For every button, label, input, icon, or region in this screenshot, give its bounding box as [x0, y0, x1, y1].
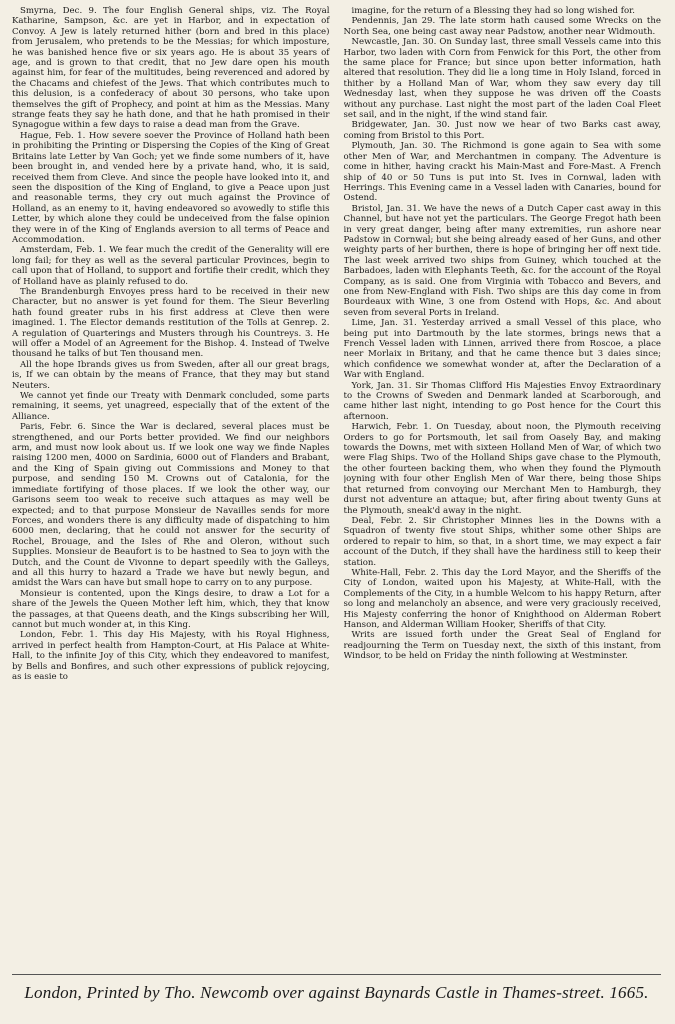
news-paragraph: Hague, Feb. 1. How severe soever the Province of Holland hath been in prohibiting the Printing or Dispersing the Copies of the King of Great Britains late Letter by Van Goch; yet we finde some numbers of it, have been brought in, and vended here by a private hand, who, it is said, received them from Cleve. And since the people have looked into it, and seen the disposition of the King of England, to give a Peace upon just and reasonable terms, they cry out much against the Province of Holland, as an enemy to it, having endeavored so avowedly to stifle this Letter, by which alone they could be undeceived from the false opinion they were in of the King of Englands aversion to all terms of Peace and Accommodation. [12, 130, 330, 245]
left-column [12, 6, 330, 968]
news-paragraph: Harwich, Febr. 1. On Tuesday, about noon, the Plymouth receiving Orders to go for Portsmouth, let sail from Oasely Bay, and making towards the Downs, met with sixteen Holland Men of War, of which two were Flag Ships. Two of the Holland Ships gave chase to the Plymouth, the other fourteen backing them, who when they found the Plymouth joyning with four other English Men of War there, being those Ships that returned from convoying our Merchant Men to Hamburgh, they durst not adventure an attaque; but, after firing about twenty Guns at the Plymouth, sneak'd away in the night. [343, 422, 661, 516]
news-paragraph: Monsieur is contented, upon the Kings desire, to draw a Lot for a share of the Jewels the Queen Mother left him, which, they that know the passages, at that Queens death, and the Kings subscribing her Will, cannot but much wonder at, in this King. [12, 588, 330, 630]
news-paragraph: Paris, Febr. 6. Since the War is declared, several places must be strengthened, and our Ports better provided. We find our neighbors arm, and must now look about us. If we look one way we finde Naples raising 1200 men, 4000 on Sardinia, 6000 out of Flanders and Brabant, and the King of Spain giving out Commissions and Money to that purpose, and sending 150 M. Crowns out of Catalonia, for the immediate fortifying of those places. If we look the other way, our Garisons seem too weak to receive such attaques as may well be expected; and to that purpose Monsieur de Navailles sends for more Forces, and wonders there is any difficulty made of dispatching to him 6000 men, declaring, that he could not answer for the security of Rochel, Brouage, and the Isles of Rhe and Oleron, without such Supplies. Monsieur de Beaufort is to be hastned to Sea to joyn with the Dutch, and the Count de Vivonne to depart speedily with the Galleys, and all this hurry to hazard a Trade we have but newly begun, and amidst the Wars can have but small hope to carry on to any purpose. [12, 422, 330, 589]
news-paragraph: Smyrna, Dec. 9. The four English General ships, viz. The Royal Katharine, Sampson, &c. are yet in Harbor, and in expectation of Convoy. A Jew is lately returned hither (born and bred in this place) from Jerusalem, who pretends to be the Messias; for which imposture, he was banished hence five or six years ago. He is about 35 years of age, and is grown to that credit, that no Jew dare open his mouth against him, for fear of the multitudes, being reverenced and adored by the Chacams and chiefest of the Jews. That which contributes much to this delusion, is a confederacy of about 30 persons, who take upon themselves the gift of Prophecy, and point at him as the Messias. Many strange feats they say he hath done, and that he hath promised in their Synagogue within a few days to raise a dead man from the Grave. [12, 6, 330, 131]
news-paragraph: Pendennis, Jan 29. The late storm hath caused some Wrecks on the North Sea, one being cast away near Padstow, another near Widmouth. [343, 16, 661, 37]
news-paragraph: London, Febr. 1. This day His Majesty, with his Royal Highness, arrived in perfect health from Hampton-Court, at His Palace at White-Hall, to the infinite Joy of this City, which they endeavored to manifest, by Bells and Bonfires, and such other expressions of publick rejoycing, as is easie to [12, 630, 330, 682]
news-paragraph: imagine, for the return of a Blessing they had so long wished for. [351, 6, 636, 16]
news-paragraph: We cannot yet finde our Treaty with Denmark concluded, some parts remaining, it seems, yet unagreed, especially that of the extent of the Alliance. [12, 391, 330, 422]
news-paragraph: York, Jan. 31. Sir Thomas Clifford His Majesties Envoy Extraordinary to the Crowns of Sweden and Denmark landed at Scarborough, and came hither last night, intending to go Post hence for the Court this afternoon. [343, 380, 661, 422]
news-paragraph: Lime, Jan. 31. Yesterday arrived a small Vessel of this place, who being put into Dartmouth by the late stormes, brings news that a French Vessel laden with Linnen, arrived there from Roscoe, a place neer Morlaix in Britany, and that he came thence but 3 daies since; which confidence we somewhat wonder at, after the Declaration of a War with England. [343, 318, 661, 381]
news-paragraph: All the hope Ibrands gives us from Sweden, after all our great brags, is, If we can obtain by the means of France, that they may but stand Neuters. [12, 359, 330, 391]
news-paragraph: Newcastle, Jan. 30. On Sunday last, three small Vessels came into this Harbor, two laden with Corn from Fenwick for this Port, the other from the same place for France; but since upon better information, hath altered that resolution. They did lie a long time in Holy Island, forced in thither by a Holland Man of War, whom they saw every day till Wednesday last, when they suppose he was driven off the Coasts without any purchase. Last night the most part of the laden Coal Fleet set sail, and in the night, if the wind stand fair. [343, 37, 661, 121]
printer-imprint: London, Printed by Tho. Newcomb over against Baynards Castle in Thames-street. 1665. [24, 983, 649, 1002]
news-columns [12, 6, 661, 968]
news-paragraph: Bridgewater, Jan. 30. Just now we hear of two Barks cast away, coming from Bristol to this Port. [343, 120, 661, 141]
news-paragraph: Writs are issued forth under the Great Seal of England for readjourning the Term on Tuesday next, the sixth of this instant, from Windsor, to be held on Friday the ninth following at Westminster. [343, 630, 661, 662]
footer-rule [12, 974, 661, 975]
news-paragraph: Bristol, Jan. 31. We have the news of a Dutch Caper cast away in this Channel, but have not yet the particulars. The George Fregot hath been in very great danger, being after many extremities, run ashore near Padstow in Cornwal; but she being already eased of her Guns, and other weighty parts of her burthen, there is hope of bringing her off next tide. The last week arrived two ships from Guiney, which touched at the Barbadoes, laden with Elephants Teeth, &c. for the account of the Royal Company, as is said. One from Virginia with Tobacco and Bevers, and one from New-England with Fish. Two ships are this day come in from Bourdeaux with Wine, 3 one from Ostend with Hops, &c. And about seven from several Ports in Ireland. [343, 203, 661, 318]
news-paragraph: Amsterdam, Feb. 1. We fear much the credit of the Generality will ere long fail; for they as well as the several particular Provinces, begin to call upon that of Holland, to support and fortifie their credit, which they of Holland have as plainly refused to do. [12, 245, 330, 287]
news-paragraph: Deal, Febr. 2. Sir Christopher Minnes lies in the Downs with a Squadron of twenty five stout Ships, whither some other Ships are ordered to repair to him, so that, in a short time, we may expect a fair account of the Dutch, if they shall have the hardiness still to keep their station. [343, 515, 661, 568]
news-paragraph: The Brandenburgh Envoyes press hard to be received in their new Character, but no answer is yet found for them. The Sieur Beverling hath found greater rubs in his first address at Cleve then were imagined. 1. The Elector demands restitution of the Tolls at Genrep. 2. A regulation of Quarterings and Musters through his Countreys. 3. He will offer a Model of an Agreement for the Bishop. 4. Instead of Twelve thousand he talks of but Ten thousand men. [12, 286, 330, 360]
right-column [344, 6, 662, 968]
news-paragraph: Plymouth, Jan. 30. The Richmond is gone again to Sea with some other Men of War, and Merchantmen in company. The Adventure is come in hither, having crackt his Main-Mast and Fore-Mast. A French ship of 40 or 50 Tuns is put into St. Ives in Cornwal, laden with Herrings. This Evening came in a Vessel laden with Canaries, bound for Ostend. [343, 141, 661, 204]
news-paragraph: White-Hall, Febr. 2. This day the Lord Mayor, and the Sheriffs of the City of London, waited upon his Majesty, at White-Hall, with the Complements of the City, in a humble Welcom to his happy Return, after so long and melancholy an absence, and were very graciously received, His Majesty conferring the honor of Knighthood on Alderman Robert Hanson, and Alderman William Hooker, Sheriffs of that City. [343, 567, 661, 630]
